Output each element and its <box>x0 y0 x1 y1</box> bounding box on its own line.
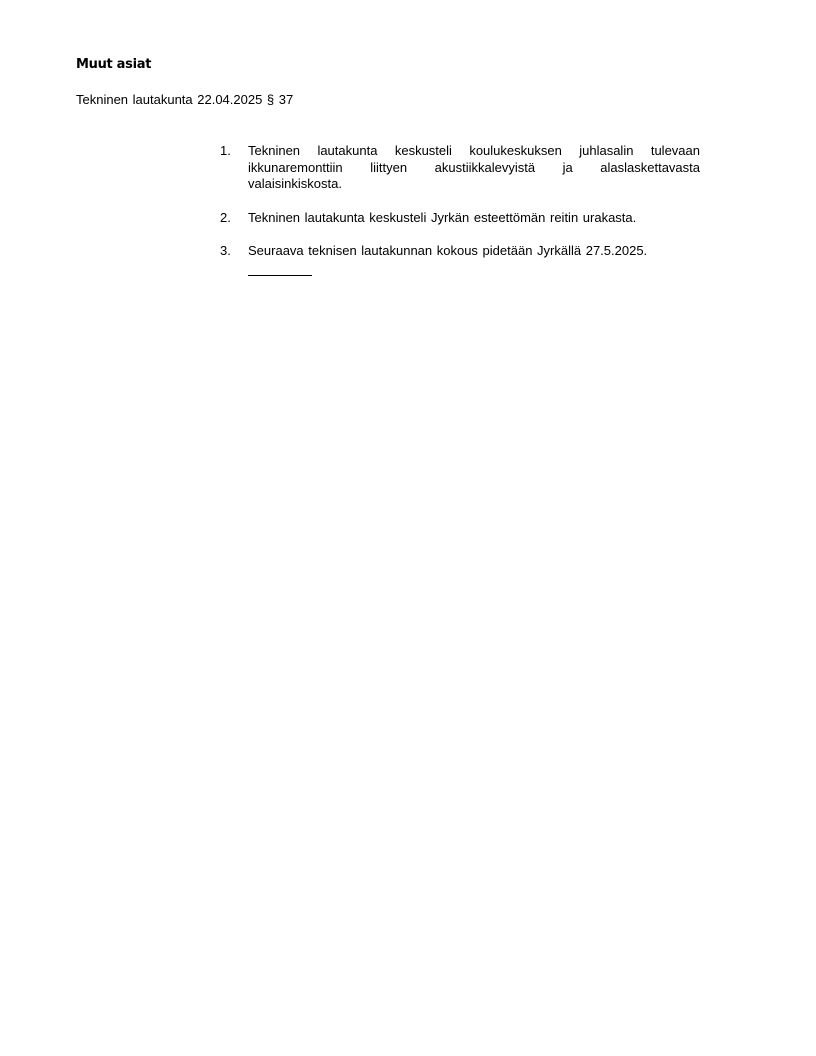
section-heading: Muut asiat <box>76 57 152 72</box>
meeting-reference: Tekninen lautakunta 22.04.2025 § 37 <box>76 92 294 107</box>
item-number: 1. <box>220 143 231 158</box>
item-text: Seuraava teknisen lautakunnan kokous pidetään Jyrkällä 27.5.2025. <box>248 243 648 258</box>
list-item <box>220 210 700 227</box>
list-item <box>220 143 700 193</box>
item-text: Tekninen lautakunta keskusteli koulukeskuksen juhlasalin tulevaan ikkunaremonttiin liittyen akustiikkalevyistä ja alaslaskettavasta valaisinkiskosta. <box>248 143 700 191</box>
end-signature-line <box>248 275 312 276</box>
item-text: Tekninen lautakunta keskusteli Jyrkän esteettömän reitin urakasta. <box>248 209 637 225</box>
item-number: 3. <box>220 243 231 258</box>
list-item <box>220 243 700 260</box>
discussion-items-list <box>220 143 700 277</box>
item-number: 2. <box>220 209 231 225</box>
